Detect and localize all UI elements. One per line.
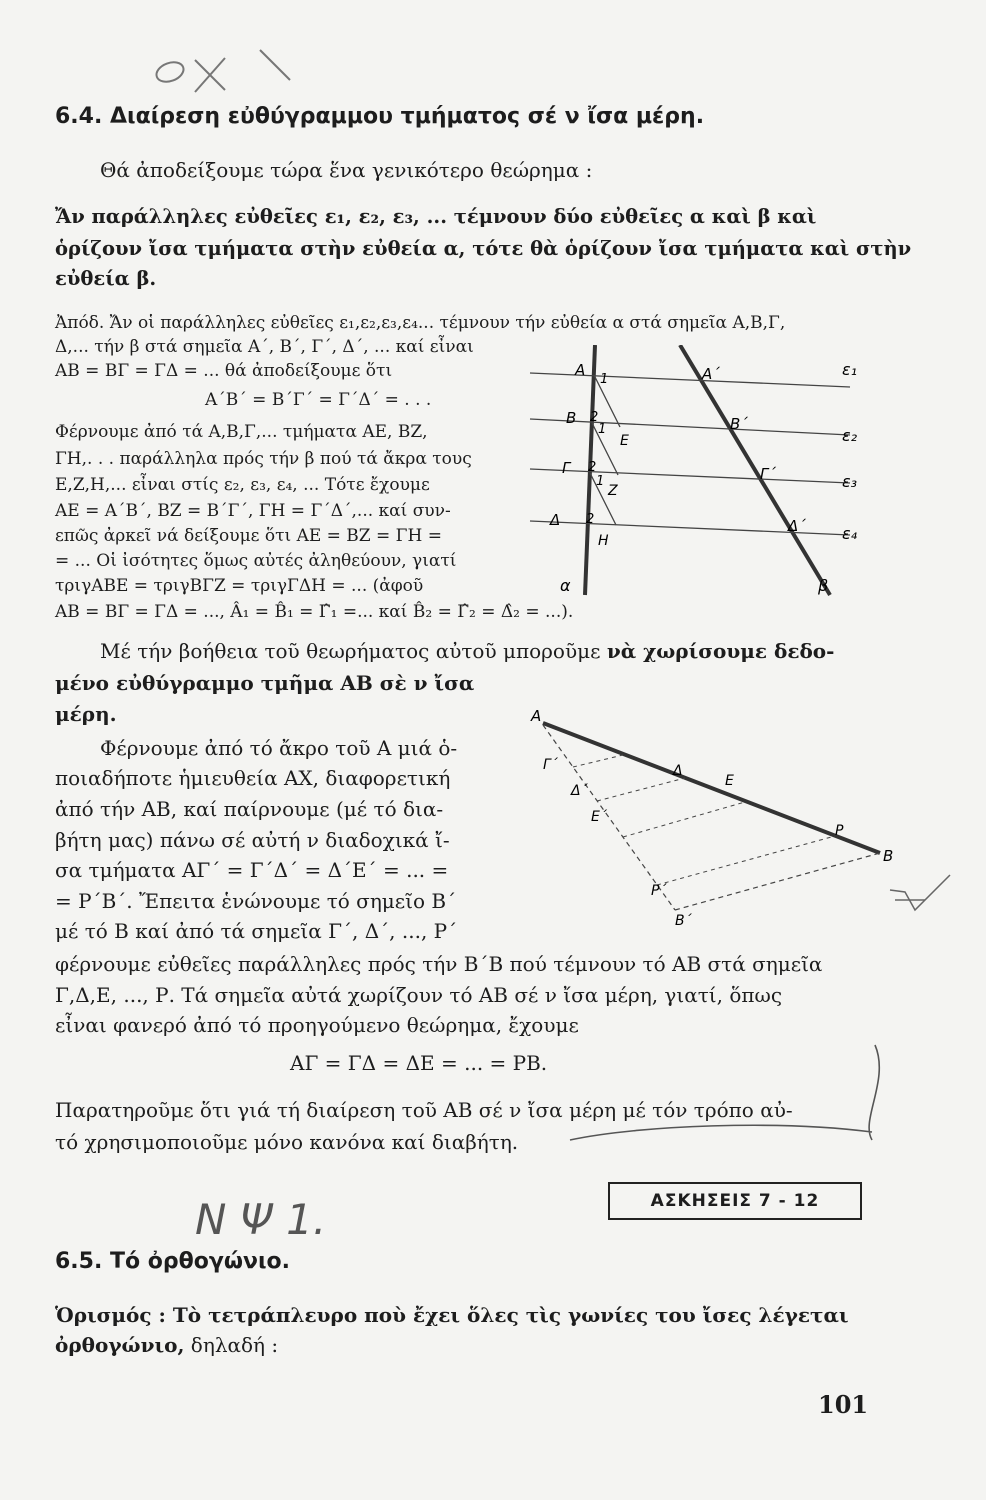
label-angle2-d: 2 — [586, 512, 595, 527]
theorem-line-1: Ἄν παράλληλες εὐθεῖες ε₁, ε₂, ε₃, ... τέμνουν δύο εὐθεῖες α καὶ β καὶ — [55, 205, 817, 228]
section-title-6-5: 6.5. Τό ὀρθογώνιο. — [55, 1249, 290, 1274]
label-b: β — [818, 576, 829, 595]
parallel-e3 — [530, 469, 850, 483]
label-angle1-a: 1 — [600, 372, 609, 387]
handwritten-bracket — [560, 1040, 900, 1150]
proof-line-1: Ἀπόδ. Ἄν οἱ παράλληλες εὐθεῖες ε₁,ε₂,ε₃,ε₄... τέμνουν τήν εὐθεία α στά σημεῖα Α,Β,Γ, — [55, 313, 786, 333]
handwritten-note: Ν Ψ 1. — [195, 1195, 327, 1244]
segment-AB — [543, 723, 880, 853]
proof-line-9: επῶς ἀρκεῖ νά δείξουμε ὅτι ΑΕ = ΒΖ = ΓΗ = — [55, 526, 442, 546]
label-B: Β — [566, 409, 577, 427]
parallel-D — [597, 778, 685, 801]
construction-line-9: Γ,Δ,Ε, ..., Ρ. Τά σημεῖα αὐτά χωρίζουν τό ΑΒ σέ ν ἴσα μέρη, γιατί, ὅπως — [55, 983, 783, 1007]
label-angle2-g: 2 — [588, 460, 597, 475]
label-e4: ε₄ — [842, 524, 858, 543]
construction-line-1: Φέρνουμε ἀπό τό ἄκρο τοῦ Α μιά ὁ- — [100, 736, 458, 760]
definition-rest: δηλαδή : — [184, 1333, 279, 1357]
label-a: α — [560, 576, 571, 595]
theorem-line-3: εὐθεία β. — [55, 267, 157, 290]
construction-line-2: ποιαδήποτε ἡμιευθεία ΑΧ, διαφορετική — [55, 766, 451, 790]
label-G: Γ — [562, 459, 571, 477]
figure-parallel-lines — [520, 345, 870, 605]
proof-line-8: ΑΕ = Α΄Β΄, ΒΖ = Β΄Γ΄, ΓΗ = Γ΄Δ΄,... καί συν- — [55, 501, 451, 521]
fig2-label-Bp: Β΄ — [675, 913, 692, 925]
construction-line-7: μέ τό Β καί ἀπό τά σημεῖα Γ΄, Δ΄, ..., Ρ΄ — [55, 919, 458, 943]
label-H: Η — [598, 533, 609, 549]
parallel-G — [573, 755, 623, 767]
fig2-label-Ep: Ε΄ — [591, 809, 607, 825]
fig2-label-Dp: Δ΄ — [571, 783, 588, 799]
construction-line-4: βήτη μας) πάνω σέ αὐτή ν διαδοχικά ἴ- — [55, 828, 450, 852]
exercises-box: ΑΣΚΗΣΕΙΣ 7 - 12 — [608, 1182, 862, 1220]
fig2-label-P: Ρ — [835, 823, 844, 839]
label-angle2-b: 2 — [590, 410, 599, 425]
parallel-P — [657, 836, 835, 885]
application-line-3: μέρη. — [55, 702, 117, 726]
remark-line-1: Παρατηροῦμε ὅτι γιά τή διαίρεση τοῦ ΑΒ σέ ν ἴσα μέρη μέ τόν τρόπο αὐ- — [55, 1098, 793, 1122]
fig2-label-B: Β — [883, 847, 894, 865]
remark-line-2: τό χρησιμοποιοῦμε μόνο κανόνα καί διαβήτη. — [55, 1130, 519, 1154]
page-number: 101 — [818, 1390, 869, 1419]
construction-line-6: = Ρ΄Β΄. Ἔπειτα ἑνώνουμε τό σημεῖο Β΄ — [55, 889, 457, 913]
proof-line-11: τριγΑΒΕ = τριγΒΓΖ = τριγΓΔΗ = ... (ἀφοῦ — [55, 576, 424, 596]
application-line-2: μένο εὐθύγραμμο τμῆμα ΑΒ σὲ ν ἴσα — [55, 671, 475, 695]
proof-line-4: Α΄Β΄ = Β΄Γ΄ = Γ΄Δ΄ = . . . — [205, 390, 432, 410]
fig2-label-Gp: Γ΄ — [543, 757, 558, 773]
intro-text: Θά ἀποδείξουμε τώρα ἕνα γενικότερο θεώρημα : — [100, 158, 593, 182]
label-angle1-b: 1 — [598, 422, 607, 437]
label-Bp: Β΄ — [730, 415, 748, 433]
proof-line-10: = ... Οἱ ἰσότητες ὅμως αὐτές ἀληθεύουν, γιατί — [55, 551, 457, 571]
figure-segment-division — [525, 705, 905, 925]
application-line-1 — [100, 639, 834, 663]
label-Dp: Δ΄ — [788, 517, 806, 535]
theorem-line-2: ὁρίζουν ἴσα τμήματα στὴν εὐθεία α, τότε θὰ ὁρίζουν ἴσα τμήματα καὶ στὴν — [55, 237, 912, 260]
label-Gp: Γ΄ — [760, 465, 776, 483]
construction-line-3: ἀπό τήν ΑΒ, καί παίρνουμε (μέ τό δια- — [55, 797, 444, 821]
proof-line-3: ΑΒ = ΒΓ = ΓΔ = ... θά ἀποδείξουμε ὅτι — [55, 361, 393, 381]
fig2-label-D: Δ — [673, 763, 683, 779]
proof-line-7: Ε,Ζ,Η,... εἶναι στίς ε₂, ε₃, ε₄, ... Τότε ἔχουμε — [55, 475, 430, 495]
fig2-label-A: Α — [531, 707, 542, 725]
label-e1: ε₁ — [842, 360, 858, 379]
segment-BpB — [675, 853, 880, 910]
parallel-e2 — [530, 419, 850, 435]
fig2-label-Pp: Ρ΄ — [651, 883, 667, 899]
proof-line-12: ΑΒ = ΒΓ = ΓΔ = ..., Â₁ = B̂₁ = Γ̂₁ =... καί B̂₂ = Γ̂₂ = Δ̂₂ = ...). — [55, 602, 574, 622]
construction-line-8: φέρνουμε εὐθεῖες παράλληλες πρός τήν Β΄Β πού τέμνουν τό ΑΒ στά σημεῖα — [55, 952, 823, 976]
proof-line-2: Δ,... τήν β στά σημεῖα Α΄, Β΄, Γ΄, Δ΄, ... καί εἶναι — [55, 337, 474, 357]
definition-term: ὀρθογώνιο, — [55, 1333, 185, 1357]
label-D: Δ — [550, 511, 561, 529]
label-e3: ε₃ — [842, 472, 858, 491]
definition-line-2 — [55, 1333, 278, 1357]
application-intro: Μέ τήν βοήθεια τοῦ θεωρήματος αὐτοῦ μποροῦμε — [100, 639, 601, 663]
construction-line-5: σα τμήματα ΑΓ΄ = Γ΄Δ΄ = Δ΄Ε΄ = ... = — [55, 858, 449, 882]
label-Z: Ζ — [608, 483, 618, 499]
label-Ap: Α΄ — [702, 365, 720, 383]
construction-line-10: εἶναι φανερό ἀπό τό προηγούμενο θεώρημα, ἔχουμε — [55, 1013, 579, 1037]
equation-division: ΑΓ = ΓΔ = ΔΕ = ... = ΡΒ. — [290, 1051, 548, 1075]
parallel-E — [623, 802, 745, 837]
label-A: Α — [575, 361, 586, 379]
label-e2: ε₂ — [842, 426, 858, 445]
section-title-6-4: 6.4. Διαίρεση εὐθύγραμμου τμήματος σέ ν ἴσα μέρη. — [55, 104, 705, 129]
label-angle1-g: 1 — [596, 474, 605, 489]
fig2-label-E: Ε — [725, 773, 734, 789]
handwritten-top-scribble — [150, 40, 310, 100]
proof-line-5: Φέρνουμε ἀπό τά Α,Β,Γ,... τμήματα ΑΕ, ΒΖ, — [55, 422, 428, 442]
label-E: Ε — [620, 433, 629, 449]
definition-line-1: Ὁρισμός : Τὸ τετράπλευρο ποὺ ἔχει ὅλες τὶς γωνίες του ἴσες λέγεται — [55, 1303, 849, 1327]
proof-line-6: ΓΗ,. . . παράλληλα πρός τήν β πού τά ἄκρα τους — [55, 449, 472, 469]
application-bold-1: νὰ χωρίσουμε δεδο- — [606, 639, 835, 663]
handwritten-check-mark — [885, 870, 955, 915]
